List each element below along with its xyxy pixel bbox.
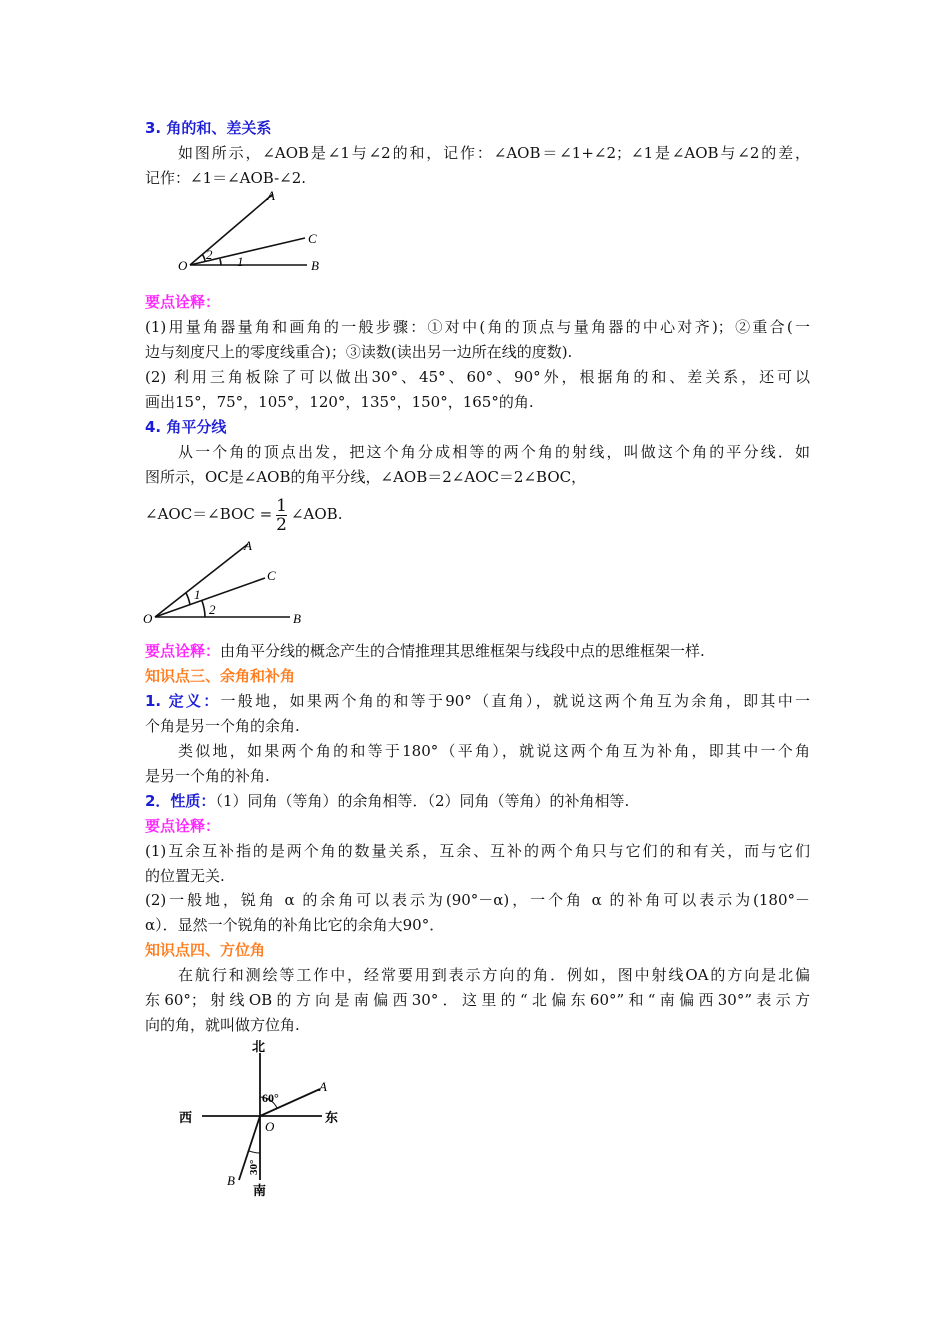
paragraph-line: 是另一个角的补角.: [145, 767, 270, 785]
eq-left: ∠AOC＝∠BOC =: [145, 505, 273, 523]
label-B: B: [227, 1173, 235, 1188]
note-label: 要点诠释：: [145, 642, 221, 660]
section-heading: 知识点四、方位角: [145, 941, 266, 959]
label-O: O: [265, 1119, 275, 1134]
angle-2: 2: [206, 247, 213, 262]
frac-den: 2: [276, 514, 287, 535]
label-C: C: [308, 231, 317, 246]
equation: [145, 494, 810, 534]
property-label: 2．性质：: [145, 792, 216, 810]
paragraph-line: 在航行和测绘等工作中，经常要用到表示方向的角．例如，图中射线OA的方向是北偏: [178, 966, 810, 984]
property-line: [145, 789, 810, 814]
note-line: 边与刻度尺上的零度线重合)；③读数(读出另一边所在线的度数).: [145, 343, 573, 361]
angle-2: 2: [209, 602, 216, 617]
note-line: α）．显然一个锐角的补角比它的余角大90°．: [145, 916, 445, 934]
fraction: [276, 497, 287, 534]
paragraph-line: 个角是另一个角的余角.: [145, 717, 300, 735]
label-B: B: [311, 258, 319, 273]
paragraph-line: 向的角，就叫做方位角.: [145, 1016, 300, 1034]
angle-1: 1: [237, 254, 244, 269]
label-east: 东: [325, 1110, 339, 1125]
note-line: (2)一般地，锐角 α 的余角可以表示为(90°－α)，一个角 α 的补角可以表示为(180°－: [145, 891, 810, 909]
definition-line: [145, 689, 810, 714]
paragraph-line: 记作：∠1＝∠AOB-∠2.: [145, 169, 307, 187]
note-label: 要点诠释：: [145, 817, 221, 835]
paragraph-line: 图所示，OC是∠AOB的角平分线，∠AOB＝2∠AOC＝2∠BOC，: [145, 468, 587, 486]
paragraph-line: 类似地，如果两个角的和等于180°（平角），就说这两个角互为补角，即其中一个角: [178, 742, 810, 760]
label-north: 北: [252, 1039, 266, 1054]
label-A: A: [319, 1079, 327, 1094]
note: [145, 639, 810, 664]
note-text: 由角平分线的概念产生的合情推理其思维框架与线段中点的思维框架一样.: [220, 642, 705, 660]
note-line: 画出15°，75°，105°，120°，135°，150°，165°的角.: [145, 393, 534, 411]
definition-text: 一般地，如果两个角的和等于90°（直角），就说这两个角互为余角，即其中一: [220, 692, 810, 710]
bearing-figure: [175, 1035, 355, 1205]
section-heading: 知识点三、余角和补角: [145, 667, 296, 685]
definition-label: 1. 定义：: [145, 692, 221, 710]
label-O: O: [143, 611, 153, 626]
label-west: 西: [179, 1110, 193, 1125]
note-line: (2) 利用三角板除了可以做出30°、45°、60°、90°外，根据角的和、差关系，还可以: [145, 368, 810, 386]
angle-30: 30°: [248, 1159, 260, 1175]
label-B: B: [293, 611, 301, 626]
paragraph-line: 从一个角的顶点出发，把这个角分成相等的两个角的射线，叫做这个角的平分线．如: [178, 443, 810, 461]
note-label: 要点诠释：: [145, 293, 221, 311]
label-O: O: [178, 258, 188, 273]
angle-60: 60°: [262, 1091, 279, 1105]
note-line: 的位置无关.: [145, 867, 225, 885]
note-line: (1)互余互补指的是两个角的数量关系，互余、互补的两个角只与它们的和有关，而与它们: [145, 842, 810, 860]
frac-num: 1: [276, 495, 287, 516]
angle-1: 1: [194, 587, 201, 602]
angle-sum-figure: [175, 188, 335, 278]
section-heading: 3. 角的和、差关系: [145, 119, 272, 137]
note-line: (1)用量角器量角和画角的一般步骤：①对中(角的顶点与量角器的中心对齐)；②重合(一: [145, 318, 810, 336]
angle-bisector-figure: [140, 535, 315, 630]
label-south: 南: [253, 1183, 267, 1198]
section-heading: 4. 角平分线: [145, 418, 227, 436]
label-A: A: [244, 538, 252, 553]
label-A: A: [267, 188, 275, 203]
property-text: （1）同角（等角）的余角相等．（2）同角（等角）的补角相等.: [215, 792, 630, 810]
eq-right: ∠AOB.: [290, 505, 343, 523]
paragraph-line: 东60°；射线OB的方向是南偏西30°．这里的“北偏东60°”和“南偏西30°”表示方: [145, 991, 810, 1009]
paragraph-line: 如图所示，∠AOB是∠1与∠2的和，记作：∠AOB＝∠1+∠2；∠1是∠AOB与∠2的差，: [178, 144, 810, 162]
label-C: C: [267, 568, 276, 583]
